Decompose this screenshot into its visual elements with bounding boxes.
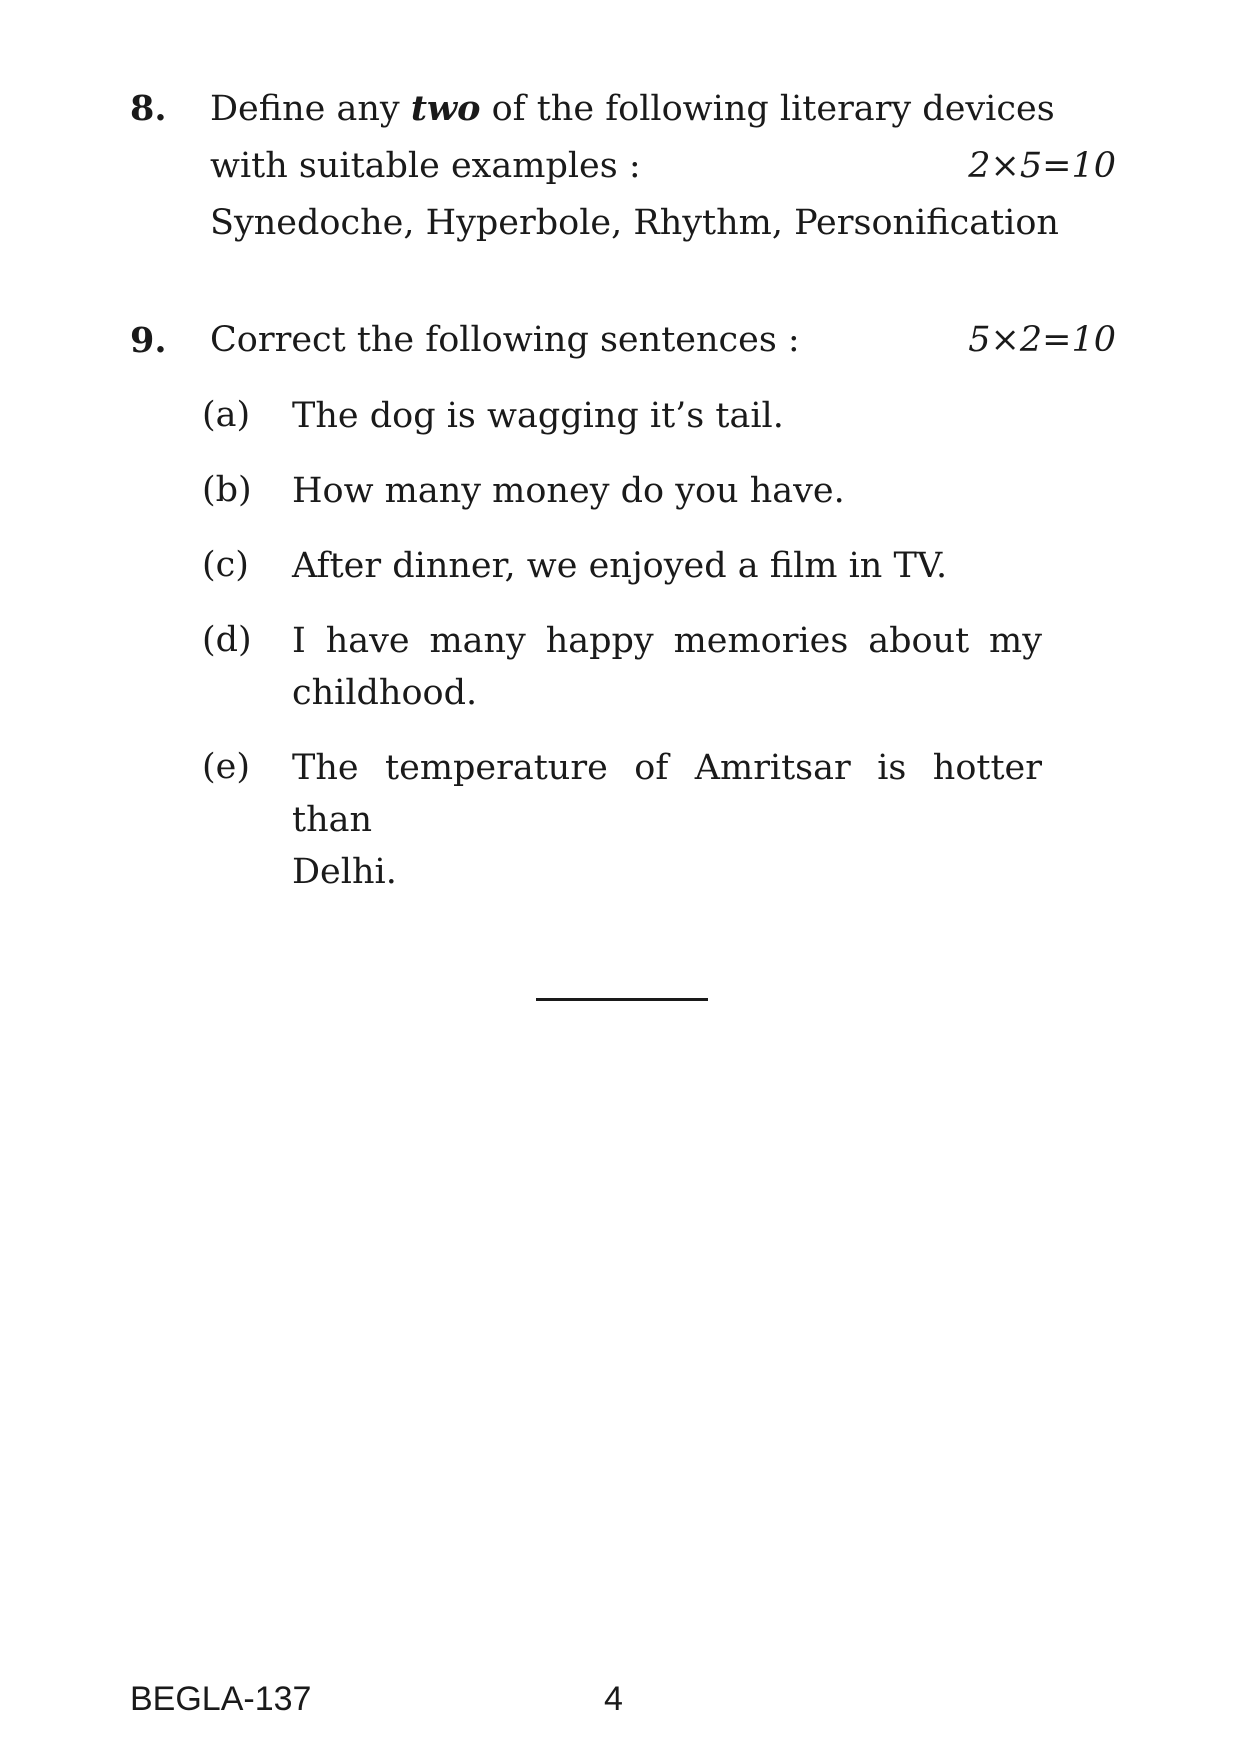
sub-item-line: Delhi. [292,852,397,892]
question-text-line: with suitable examples : [210,146,641,186]
sub-item-line: After dinner, we enjoyed a film in TV. [292,546,948,586]
sub-item-label: (d) [202,620,252,660]
sub-item-text [292,540,1042,592]
sub-item-line: childhood. [292,673,478,713]
sub-item-text [292,615,1042,719]
sub-item-label: (a) [202,395,251,435]
marks-label: 2×5=10 [968,146,1116,186]
sub-item-text [292,742,1042,898]
emphasis-text: two [410,88,481,129]
question-text-line: Synedoche, Hyperbole, Rhythm, Personification [210,203,1059,243]
sub-item-label: (c) [202,545,249,585]
question-prompt: Correct the following sentences : [210,320,800,360]
page-number: 4 [604,1680,623,1718]
question-text-line [210,88,1055,129]
sub-item-line: I have many happy memories about my [292,621,1042,661]
text-segment: Define any [210,89,411,129]
sub-item-line: The temperature of Amritsar is hotter than [292,748,1042,840]
sub-item-line: How many money do you have. [292,471,845,511]
paper-code: BEGLA-137 [130,1680,312,1718]
sub-item-line: The dog is wagging it’s tail. [292,396,784,436]
sub-item-label: (b) [202,470,252,510]
sub-item-text [292,390,1042,442]
end-divider [536,998,708,1001]
question-number: 9. [130,320,167,361]
sub-item-label: (e) [202,747,251,787]
sub-item-text [292,465,1042,517]
question-number: 8. [130,88,167,129]
marks-label: 5×2=10 [968,320,1116,360]
text-segment: of the following literary devices [480,89,1055,129]
